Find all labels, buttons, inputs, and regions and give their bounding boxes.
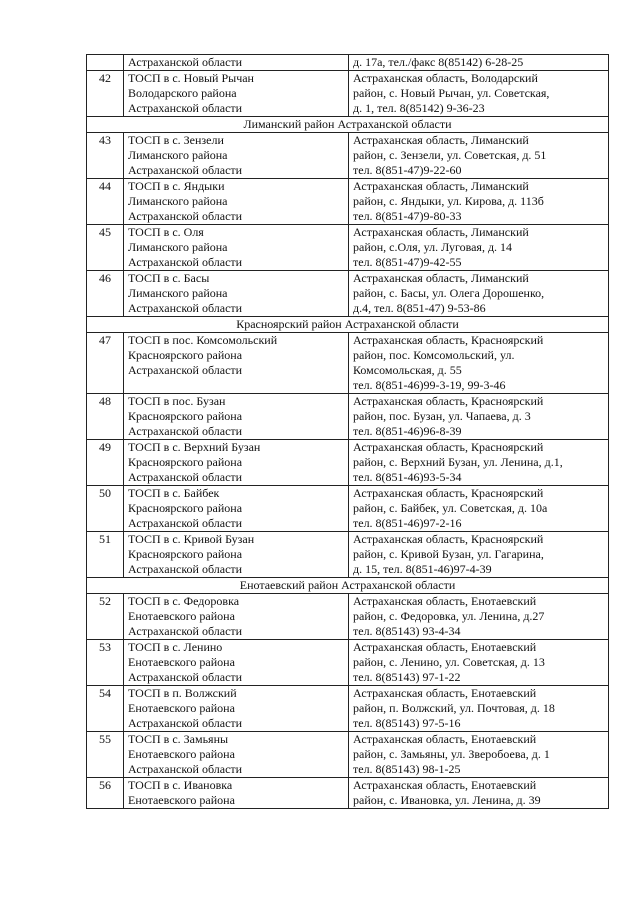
office-address-line: д. 15, тел. 8(851-46)97-4-39: [353, 562, 492, 576]
district-heading: Енотаевский район Астраханской области: [87, 578, 609, 594]
office-address-line: тел. 8(85143) 93-4-34: [353, 624, 461, 638]
office-address-line: район, с. Новый Рычан, ул. Советская,: [353, 86, 550, 100]
row-number: 53: [87, 640, 124, 686]
table-row: [87, 778, 609, 809]
office-name-line: Астраханской области: [128, 363, 243, 377]
office-address-cell: [349, 778, 609, 809]
office-address-line: район, с. Федоровка, ул. Ленина, д.27: [353, 609, 545, 623]
offices-table-body: [87, 55, 609, 809]
office-name-line: ТОСП в с. Ивановка: [128, 778, 233, 792]
office-name-line: Красноярского района: [128, 547, 243, 561]
office-address-line: тел. 8(851-47)9-42-55: [353, 255, 462, 269]
office-address-line: Астраханская область, Красноярский: [353, 394, 544, 408]
office-name-line: Красноярского района: [128, 348, 243, 362]
office-address-line: Астраханская область, Енотаевский: [353, 686, 537, 700]
office-address-line: Астраханская область, Лиманский: [353, 271, 529, 285]
office-address-line: тел. 8(851-46)99-3-19, 99-3-46: [353, 378, 506, 392]
office-address-line: район, с. Ивановка, ул. Ленина, д. 39: [353, 793, 541, 807]
office-address-line: тел. 8(851-47)9-80-33: [353, 209, 462, 223]
office-name-line: Астраханской области: [128, 301, 243, 315]
office-address-line: тел. 8(851-46)93-5-34: [353, 470, 462, 484]
office-name-line: Астраханской области: [128, 762, 243, 776]
office-address-line: район, с. Ленино, ул. Советская, д. 13: [353, 655, 545, 669]
office-name-line: ТОСП в с. Ленино: [128, 640, 223, 654]
row-number: 54: [87, 686, 124, 732]
office-name-cell: [124, 333, 349, 394]
table-row: [87, 179, 609, 225]
office-address-line: район, с. Верхний Бузан, ул. Ленина, д.1,: [353, 455, 563, 469]
offices-table: [86, 54, 609, 809]
office-name-line: Астраханской области: [128, 516, 243, 530]
row-number: 52: [87, 594, 124, 640]
office-address-line: район, с. Байбек, ул. Советская, д. 10а: [353, 501, 548, 515]
office-name-cell: [124, 55, 349, 71]
district-section-row: [87, 578, 609, 594]
office-address-line: район, пос. Бузан, ул. Чапаева, д. 3: [353, 409, 531, 423]
office-name-cell: [124, 271, 349, 317]
office-address-line: район, с. Басы, ул. Олега Дорошенко,: [353, 286, 545, 300]
office-name-line: Астраханской области: [128, 209, 243, 223]
office-name-line: ТОСП в пос. Комсомольский: [128, 333, 278, 347]
office-name-line: Астраханской области: [128, 562, 243, 576]
office-name-line: ТОСП в пос. Бузан: [128, 394, 226, 408]
office-address-line: район, с. Замьяны, ул. Зверобоева, д. 1: [353, 747, 550, 761]
office-address-line: тел. 8(851-46)96-8-39: [353, 424, 462, 438]
office-address-line: Астраханская область, Лиманский: [353, 225, 529, 239]
office-address-line: тел. 8(85143) 97-5-16: [353, 716, 461, 730]
district-heading: Красноярский район Астраханской области: [87, 317, 609, 333]
office-address-line: район, с. Зензели, ул. Советская, д. 51: [353, 148, 547, 162]
office-address-line: Астраханская область, Енотаевский: [353, 732, 537, 746]
office-name-line: ТОСП в с. Басы: [128, 271, 210, 285]
table-row: [87, 225, 609, 271]
office-name-line: Лиманского района: [128, 240, 228, 254]
row-number: 42: [87, 71, 124, 117]
office-address-cell: [349, 440, 609, 486]
office-address-line: Астраханская область, Енотаевский: [353, 640, 537, 654]
office-address-line: тел. 8(85143) 98-1-25: [353, 762, 461, 776]
office-name-line: Астраханской области: [128, 424, 243, 438]
table-row: [87, 640, 609, 686]
office-name-line: Астраханской области: [128, 255, 243, 269]
office-name-line: Красноярского района: [128, 409, 243, 423]
office-name-line: Енотаевского района: [128, 793, 235, 807]
office-address-cell: [349, 179, 609, 225]
office-address-line: район, пос. Комсомольский, ул.: [353, 348, 515, 362]
table-row: [87, 271, 609, 317]
office-name-line: ТОСП в с. Замьяны: [128, 732, 229, 746]
office-address-cell: [349, 225, 609, 271]
row-number: 47: [87, 333, 124, 394]
row-number: 56: [87, 778, 124, 809]
office-name-line: ТОСП в с. Кривой Бузан: [128, 532, 255, 546]
office-name-line: Астраханской области: [128, 470, 243, 484]
office-address-line: Астраханская область, Енотаевский: [353, 594, 537, 608]
office-name-line: ТОСП в с. Байбек: [128, 486, 220, 500]
office-name-line: ТОСП в с. Верхний Бузан: [128, 440, 261, 454]
office-address-line: тел. 8(851-46)97-2-16: [353, 516, 462, 530]
office-name-line: Астраханской области: [128, 55, 243, 69]
office-name-line: ТОСП в с. Яндыки: [128, 179, 225, 193]
office-address-line: Комсомольская, д. 55: [353, 363, 462, 377]
office-address-line: район, с. Кривой Бузан, ул. Гагарина,: [353, 547, 544, 561]
office-address-line: район, п. Волжский, ул. Почтовая, д. 18: [353, 701, 555, 715]
row-number: [87, 55, 124, 71]
office-name-cell: [124, 133, 349, 179]
office-name-cell: [124, 394, 349, 440]
office-address-line: Астраханская область, Лиманский: [353, 179, 529, 193]
office-name-cell: [124, 732, 349, 778]
district-heading: Лиманский район Астраханской области: [87, 117, 609, 133]
district-section-row: [87, 317, 609, 333]
office-name-line: Астраханской области: [128, 624, 243, 638]
office-address-line: Астраханская область, Красноярский: [353, 440, 544, 454]
office-address-line: тел. 8(851-47)9-22-60: [353, 163, 462, 177]
office-name-line: ТОСП в с. Зензели: [128, 133, 224, 147]
district-section-row: [87, 117, 609, 133]
office-name-cell: [124, 440, 349, 486]
office-name-line: Красноярского района: [128, 455, 243, 469]
office-address-line: Астраханская область, Лиманский: [353, 133, 529, 147]
table-row: [87, 55, 609, 71]
office-address-line: д.4, тел. 8(851-47) 9-53-86: [353, 301, 486, 315]
office-name-line: Енотаевского района: [128, 609, 235, 623]
office-address-cell: [349, 640, 609, 686]
table-row: [87, 71, 609, 117]
office-name-line: Лиманского района: [128, 194, 228, 208]
office-name-line: ТОСП в с. Оля: [128, 225, 204, 239]
office-address-cell: [349, 71, 609, 117]
row-number: 55: [87, 732, 124, 778]
office-name-line: Енотаевского района: [128, 701, 235, 715]
table-row: [87, 594, 609, 640]
office-name-line: ТОСП в с. Федоровка: [128, 594, 240, 608]
office-name-line: Астраханской области: [128, 670, 243, 684]
office-name-cell: [124, 532, 349, 578]
row-number: 48: [87, 394, 124, 440]
row-number: 51: [87, 532, 124, 578]
office-address-line: Астраханская область, Красноярский: [353, 486, 544, 500]
office-name-cell: [124, 179, 349, 225]
table-row: [87, 732, 609, 778]
office-name-line: ТОСП в с. Новый Рычан: [128, 71, 254, 85]
office-name-line: Астраханской области: [128, 716, 243, 730]
table-row: [87, 333, 609, 394]
office-name-cell: [124, 486, 349, 532]
office-name-line: Володарского района: [128, 86, 237, 100]
office-address-cell: [349, 271, 609, 317]
office-address-cell: [349, 732, 609, 778]
office-address-line: Астраханская область, Красноярский: [353, 532, 544, 546]
office-address-line: район, с.Оля, ул. Луговая, д. 14: [353, 240, 513, 254]
office-name-line: Астраханской области: [128, 101, 243, 115]
row-number: 46: [87, 271, 124, 317]
office-name-cell: [124, 594, 349, 640]
office-address-line: тел. 8(85143) 97-1-22: [353, 670, 461, 684]
office-name-cell: [124, 640, 349, 686]
table-row: [87, 394, 609, 440]
office-address-cell: [349, 333, 609, 394]
office-address-line: Астраханская область, Енотаевский: [353, 778, 537, 792]
office-address-cell: [349, 532, 609, 578]
office-name-line: Красноярского района: [128, 501, 243, 515]
row-number: 44: [87, 179, 124, 225]
office-name-line: Енотаевского района: [128, 747, 235, 761]
office-name-cell: [124, 71, 349, 117]
office-address-cell: [349, 133, 609, 179]
office-name-line: ТОСП в п. Волжский: [128, 686, 237, 700]
table-row: [87, 686, 609, 732]
table-row: [87, 486, 609, 532]
office-address-cell: [349, 686, 609, 732]
office-address-cell: [349, 594, 609, 640]
office-address-line: район, с. Яндыки, ул. Кирова, д. 113б: [353, 194, 544, 208]
office-name-cell: [124, 225, 349, 271]
table-row: [87, 440, 609, 486]
table-row: [87, 133, 609, 179]
row-number: 45: [87, 225, 124, 271]
office-name-cell: [124, 778, 349, 809]
office-name-line: Лиманского района: [128, 148, 228, 162]
office-address-line: Астраханская область, Володарский: [353, 71, 538, 85]
office-address-cell: [349, 486, 609, 532]
table-row: [87, 532, 609, 578]
row-number: 49: [87, 440, 124, 486]
office-address-cell: [349, 394, 609, 440]
office-name-cell: [124, 686, 349, 732]
office-address-line: д. 17а, тел./факс 8(85142) 6-28-25: [353, 55, 524, 69]
row-number: 43: [87, 133, 124, 179]
office-name-line: Енотаевского района: [128, 655, 235, 669]
office-address-cell: [349, 55, 609, 71]
office-name-line: Астраханской области: [128, 163, 243, 177]
office-address-line: д. 1, тел. 8(85142) 9-36-23: [353, 101, 485, 115]
office-address-line: Астраханская область, Красноярский: [353, 333, 544, 347]
office-name-line: Лиманского района: [128, 286, 228, 300]
row-number: 50: [87, 486, 124, 532]
